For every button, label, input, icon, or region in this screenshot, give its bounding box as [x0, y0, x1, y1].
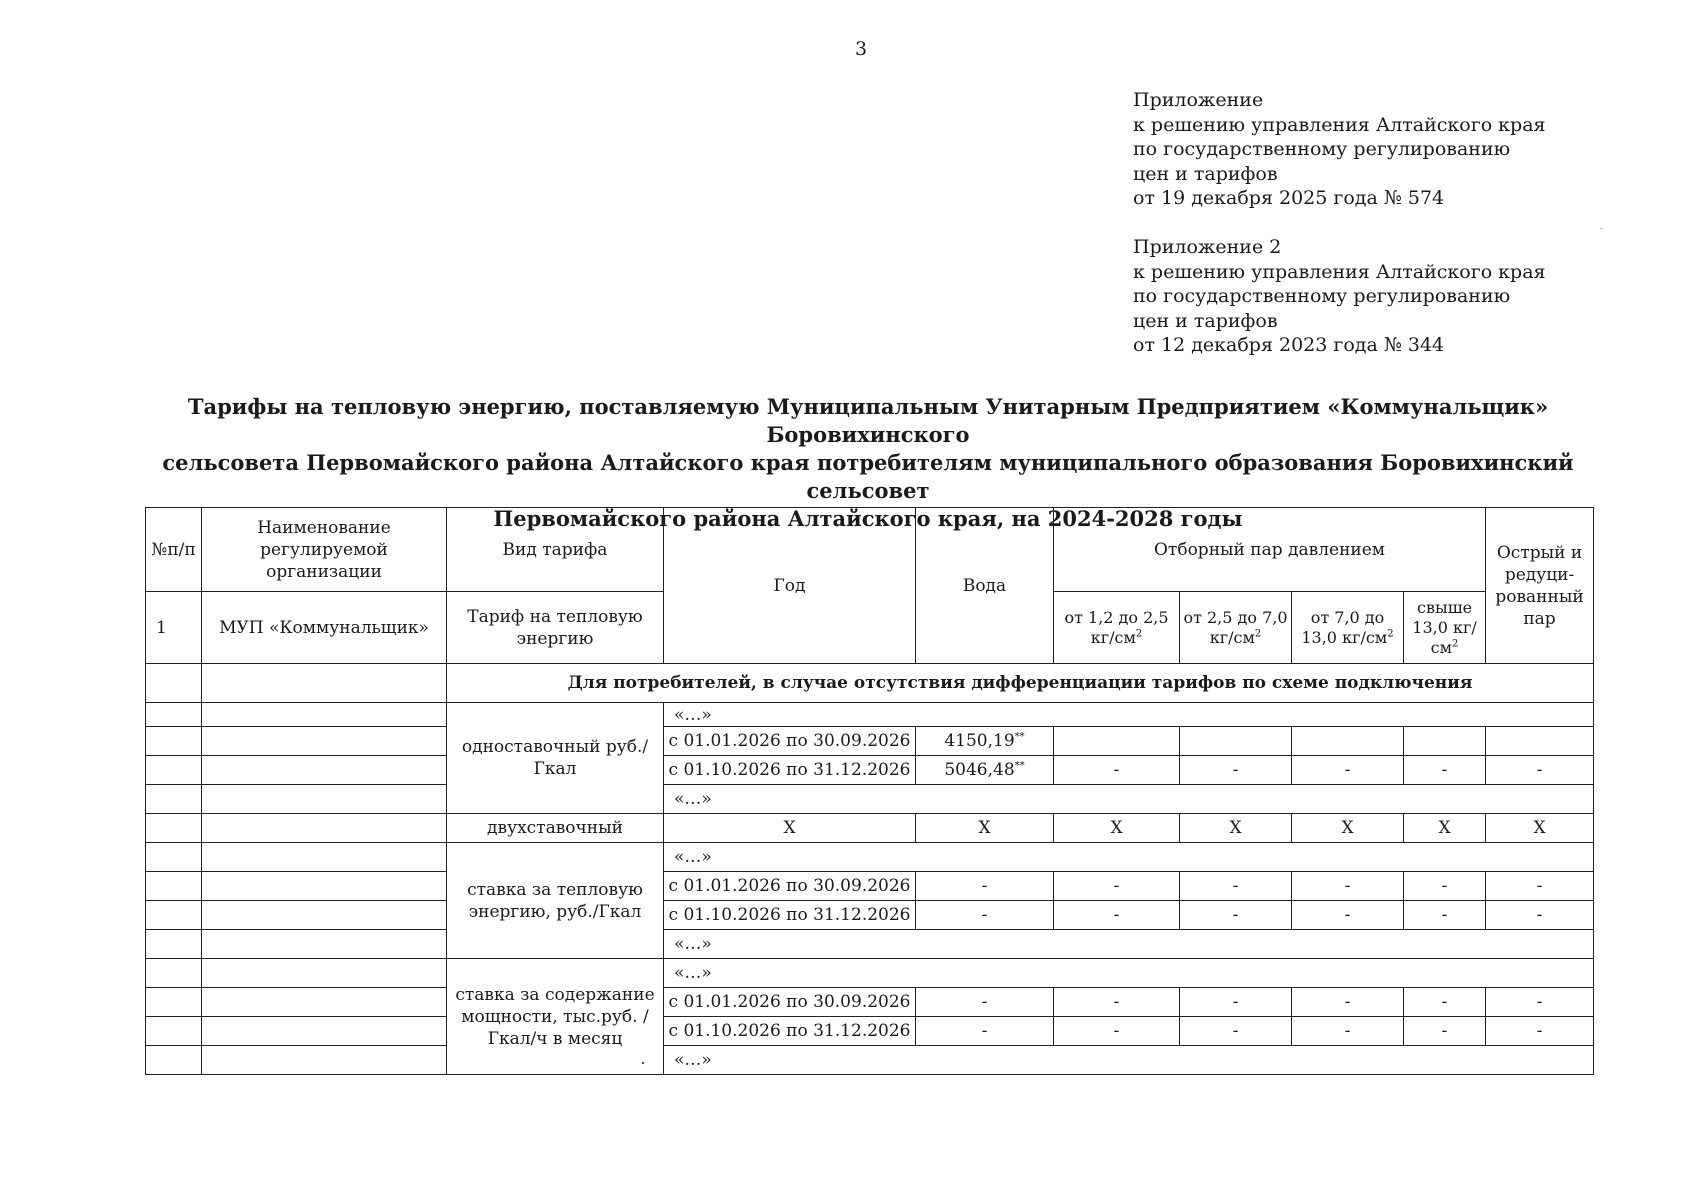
table-row	[146, 843, 1594, 872]
title-line: Тарифы на тепловую энергию, поставляемую Муниципальным Унитарным Предприятием «Коммунальщик» Боровихинского	[187, 394, 1549, 447]
table-row	[146, 959, 1594, 988]
appendix-line: цен и тарифов	[1133, 309, 1278, 332]
section-title: Для потребителей, в случае отсутствия дифференциации тарифов по схеме подключения	[447, 664, 1594, 703]
ellipsis-cell: «…»	[664, 959, 1594, 988]
appendix-line: от 19 декабря 2025 года № 574	[1133, 187, 1445, 209]
table-row	[146, 785, 1594, 814]
scan-speck	[642, 1062, 644, 1064]
table-row	[146, 930, 1594, 959]
ellipsis-cell: «…»	[664, 785, 1594, 814]
header-num: №п/п	[146, 508, 202, 592]
ellipsis-cell: «…»	[664, 843, 1594, 872]
table-row	[146, 727, 1594, 756]
appendix-2-header	[1133, 235, 1546, 358]
water-value: 5046,48**	[916, 756, 1054, 785]
appendix-line: Приложение 2	[1133, 236, 1282, 258]
appendix-line: к решению управления Алтайского края	[1133, 113, 1546, 136]
table-row: с 01.01.2026 по 30.09.2026 - - - - - -	[146, 988, 1594, 1017]
header-steam-1: от 1,2 до 2,5 $кг/см^2$	[1054, 592, 1180, 664]
tariff-table	[145, 507, 1594, 1075]
header-water: Вода	[916, 508, 1054, 664]
header-steam-4: свыше 13,0 $кг/см^2$	[1404, 592, 1486, 664]
appendix-header	[1133, 88, 1546, 211]
period: с 01.01.2026 по 30.09.2026	[664, 727, 916, 756]
ellipsis-cell: «…»	[664, 703, 1594, 727]
table-row	[146, 1046, 1594, 1075]
water-value: 4150,19**	[916, 727, 1054, 756]
section-row	[146, 664, 1594, 703]
table-row: двухставочный X X X X X X X	[146, 814, 1594, 843]
org-tariff: Тариф на тепловую энергию	[447, 592, 664, 664]
ellipsis-cell: «…»	[664, 1046, 1594, 1075]
title-line: сельсовета Первомайского района Алтайского края потребителям муниципального образования Боровихинский сельсовет	[162, 450, 1574, 503]
appendix-line: по государственному регулированию	[1133, 138, 1511, 160]
heat-rate-label: ставка за тепловую энергию, руб./Гкал	[447, 843, 664, 959]
one-part-label: одноставочный руб./Гкал	[447, 703, 664, 814]
title-line: Первомайского района Алтайского края, на 2024-2028 годы	[493, 506, 1243, 531]
period: с 01.10.2026 по 31.12.2026	[664, 901, 916, 930]
capacity-rate-label: ставка за содержание мощности, тыс.руб. /Гкал/ч в месяц	[447, 959, 664, 1075]
header-steam-3: от 7,0 до 13,0 $кг/см^2$	[1292, 592, 1404, 664]
period: с 01.10.2026 по 31.12.2026	[664, 1017, 916, 1046]
org-num: 1	[146, 592, 202, 664]
table-row	[146, 703, 1594, 727]
header-steam-2: от 2,5 до 7,0 $кг/см^2$	[1180, 592, 1292, 664]
header-tariff-type: Вид тарифа	[447, 508, 664, 592]
ellipsis-cell: «…»	[664, 930, 1594, 959]
appendix-line: к решению управления Алтайского края	[1133, 260, 1546, 283]
header-sharp-steam: Острый и редуци-рованный пар	[1486, 508, 1594, 664]
two-part-label: двухставочный	[447, 814, 664, 843]
period: с 01.10.2026 по 31.12.2026	[664, 756, 916, 785]
table-row: с 01.10.2026 по 31.12.2026 - - - - - -	[146, 1017, 1594, 1046]
appendix-line: от 12 декабря 2023 года № 344	[1133, 334, 1445, 356]
period: с 01.01.2026 по 30.09.2026	[664, 988, 916, 1017]
header-org: Наименование регулируемой организации	[202, 508, 447, 592]
table-row: с 01.10.2026 по 31.12.2026 - - - - - -	[146, 901, 1594, 930]
period: с 01.01.2026 по 30.09.2026	[664, 872, 916, 901]
table-row: с 01.01.2026 по 30.09.2026 - - - - - -	[146, 872, 1594, 901]
table-row: с 01.10.2026 по 31.12.2026 5046,48** - - - - -	[146, 756, 1594, 785]
page-number: 3	[855, 38, 868, 60]
header-row	[146, 508, 1594, 592]
appendix-line: Приложение	[1133, 89, 1264, 111]
appendix-line: по государственному регулированию	[1133, 285, 1511, 307]
header-steam-group: Отборный пар давлением	[1054, 508, 1486, 592]
appendix-line: цен и тарифов	[1133, 162, 1278, 185]
header-year: Год	[664, 508, 916, 664]
org-name: МУП «Коммунальщик»	[202, 592, 447, 664]
scan-mark	[1600, 228, 1603, 229]
